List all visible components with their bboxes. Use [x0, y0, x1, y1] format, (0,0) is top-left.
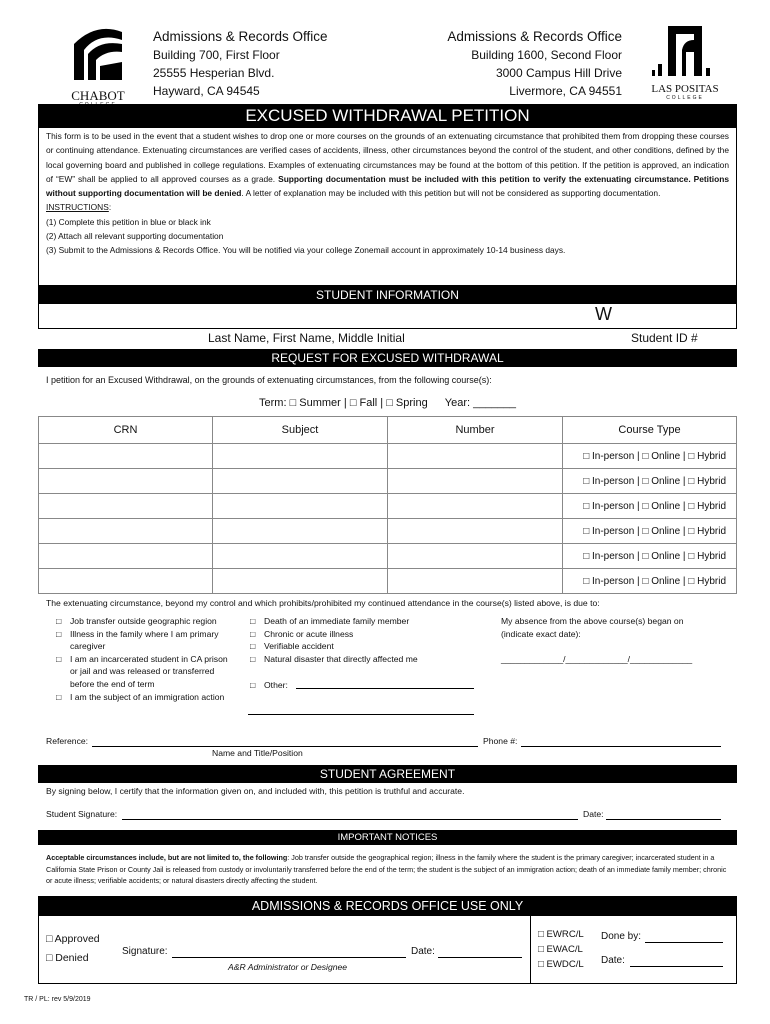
- course-table: [38, 416, 737, 594]
- approved-checkbox[interactable]: □ Approved: [46, 933, 100, 945]
- circumstance-option[interactable]: □ Job transfer outside geographic region: [56, 616, 217, 626]
- circumstance-option[interactable]: □ Chronic or acute illness: [250, 628, 354, 639]
- notices-bold-text: Acceptable circumstances include, but are not limited to, the following: [46, 853, 288, 862]
- done-date-field[interactable]: [630, 966, 723, 967]
- student-id-label: Student ID #: [631, 331, 698, 345]
- instruction-step: (2) Attach all relevant supporting documentation: [46, 231, 224, 242]
- las-positas-logo-text: LAS POSITAS: [651, 83, 719, 95]
- col-subject: Subject: [213, 417, 388, 444]
- course-type-options[interactable]: □ In-person | □ Online | □ Hybrid: [563, 519, 737, 544]
- term-option-fall[interactable]: □ Fall: [349, 397, 378, 409]
- office-name-left: Admissions & Records Office: [153, 29, 328, 44]
- revision-footer: TR / PL: rev 5/9/2019: [24, 996, 91, 1003]
- student-info-heading-text: STUDENT INFORMATION: [316, 288, 459, 302]
- circumstance-option[interactable]: □ Death of an immediate family member: [250, 616, 410, 626]
- number-cell[interactable]: [388, 444, 563, 469]
- name-label: Last Name, First Name, Middle Initial: [208, 331, 405, 345]
- table-row: [39, 519, 737, 544]
- circumstance-intro: The extenuating circumstance, beyond my control and which prohibits/prohibited my continued attendance in the course(s) listed above, is due to:: [46, 598, 600, 608]
- agreement-text: By signing below, I certify that the information given on, and included with, this petition is truthful and accurate.: [46, 786, 465, 796]
- term-option-summer[interactable]: □ Summer: [289, 397, 341, 409]
- done-date-label: Date:: [601, 955, 625, 966]
- year-field[interactable]: Year: _______: [444, 397, 516, 409]
- phone-label: Phone #:: [483, 736, 518, 746]
- circumstance-option[interactable]: □ I am an incarcerated student in CA prison or jail and was released or transferred before the end of term: [56, 653, 228, 689]
- office-signature-field[interactable]: [172, 957, 406, 958]
- option-label: Job transfer outside geographic region: [70, 616, 217, 626]
- address-line: 3000 Campus Hill Drive: [495, 66, 622, 80]
- course-type-options[interactable]: □ In-person | □ Online | □ Hybrid: [563, 544, 737, 569]
- las-positas-logo-icon: [646, 24, 724, 78]
- office-name-right: Admissions & Records Office: [447, 29, 622, 44]
- office-use-heading-text: ADMISSIONS & RECORDS OFFICE USE ONLY: [251, 899, 524, 913]
- intro-bold-text: Supporting documentation must be included with this petition to verify the extenuating circumstance. Petitions without supporting documentation will be denied: [46, 173, 729, 199]
- done-by-label: Done by:: [601, 931, 642, 942]
- student-info-divider: [38, 328, 737, 329]
- other-label: Other:: [264, 680, 288, 690]
- reference-field[interactable]: [92, 746, 478, 747]
- circumstance-option[interactable]: □ Illness in the family where I am primary caregiver: [56, 628, 219, 652]
- instruction-step: (3) Submit to the Admissions & Records Office. You will be notified via your college Zonemail account in approximately 10-14 business days.: [46, 245, 566, 256]
- phone-field[interactable]: [521, 746, 721, 747]
- circumstance-option[interactable]: □ Verifiable accident: [250, 641, 334, 652]
- instructions-heading: [46, 200, 729, 214]
- agreement-date-field[interactable]: [606, 819, 721, 820]
- subject-cell[interactable]: [213, 519, 388, 544]
- option-label: I am the subject of an immigration action: [70, 691, 225, 702]
- option-label: Natural disaster that directly affected me: [264, 653, 418, 664]
- term-label: Term:: [259, 397, 287, 409]
- other-field-line-2[interactable]: [248, 714, 474, 715]
- las-positas-logo: [646, 24, 724, 104]
- notices-heading: [38, 830, 737, 845]
- code-ewac[interactable]: □ EWAC/L: [538, 944, 583, 955]
- term-option-spring[interactable]: □ Spring: [386, 397, 428, 409]
- number-cell[interactable]: [388, 469, 563, 494]
- las-positas-logo-sub: COLLEGE: [666, 95, 704, 101]
- table-header-row: [39, 417, 737, 444]
- circumstance-col1: [56, 615, 232, 703]
- office-use-heading: [38, 896, 737, 916]
- number-cell[interactable]: [388, 519, 563, 544]
- done-by-field[interactable]: [645, 942, 723, 943]
- crn-cell[interactable]: [39, 494, 213, 519]
- table-row: [39, 569, 737, 594]
- absence-text: My absence from the above course(s) began on (indicate exact date):: [501, 616, 684, 639]
- subject-cell[interactable]: [213, 469, 388, 494]
- address-line: Hayward, CA 94545: [153, 84, 260, 98]
- instruction-step: (1) Complete this petition in blue or black ink: [46, 216, 211, 227]
- address-line: Building 1600, Second Floor: [471, 48, 622, 62]
- notices-heading-text: IMPORTANT NOTICES: [337, 832, 438, 843]
- office-date-field[interactable]: [438, 957, 522, 958]
- crn-cell[interactable]: [39, 519, 213, 544]
- table-row: [39, 444, 737, 469]
- circumstance-option[interactable]: □ Natural disaster that directly affected me: [250, 653, 418, 664]
- office-signature-label: Signature:: [122, 946, 168, 957]
- ew-codes: [538, 927, 584, 972]
- crn-cell[interactable]: [39, 469, 213, 494]
- notices-body-text: : Job transfer outside the geographical region; illness in the family where the student is the primary caregiver; incarcerated student in a California State Prison or County Jail is released from custody or involuntarily transferred before the end of the term; the student is the subject of an immigration action; death of an immediate family member; chronic or acute illness; verifiable accidents; or natural disasters directly affecting the student.: [46, 853, 727, 885]
- number-cell[interactable]: [388, 544, 563, 569]
- course-type-options[interactable]: □ In-person | □ Online | □ Hybrid: [563, 469, 737, 494]
- student-signature-field[interactable]: [122, 819, 578, 820]
- request-heading: [38, 349, 737, 367]
- term-row: Term: □ Summer | □ Fall | □ Spring Year: _______: [259, 397, 516, 409]
- col-course-type: Course Type: [563, 417, 737, 444]
- subject-cell[interactable]: [213, 544, 388, 569]
- instructions-colon: :: [108, 202, 112, 213]
- agreement-date-label: Date:: [583, 809, 604, 819]
- chabot-logo-icon: [66, 22, 130, 84]
- header-left-address: [153, 28, 393, 100]
- student-name-field[interactable]: [39, 304, 599, 328]
- chabot-logo: [66, 22, 130, 104]
- table-row: [39, 469, 737, 494]
- option-label: I am an incarcerated student in CA prison or jail and was released or transferred before the end of term: [70, 653, 228, 689]
- student-info-fields: [38, 304, 737, 328]
- notices-text: [46, 852, 734, 887]
- chabot-logo-text: CHABOT: [71, 88, 125, 103]
- table-row: [39, 494, 737, 519]
- agreement-heading-text: STUDENT AGREEMENT: [319, 767, 456, 781]
- denied-checkbox[interactable]: □ Denied: [46, 952, 89, 964]
- other-field-line[interactable]: [296, 688, 474, 689]
- address-line: Building 700, First Floor: [153, 48, 280, 62]
- subject-cell[interactable]: [213, 494, 388, 519]
- office-divider: [530, 916, 531, 984]
- option-label: Death of an immediate family member: [264, 616, 410, 626]
- name-title-label: Name and Title/Position: [212, 748, 303, 758]
- circumstance-option[interactable]: □ I am the subject of an immigration action: [56, 691, 225, 702]
- crn-cell[interactable]: [39, 544, 213, 569]
- number-cell[interactable]: [388, 494, 563, 519]
- option-label: Illness in the family where I am primary caregiver: [70, 628, 219, 652]
- col-crn: CRN: [39, 417, 213, 444]
- option-label: Chronic or acute illness: [264, 628, 354, 639]
- intro-paragraph: [46, 129, 729, 200]
- student-id-prefix: W: [595, 304, 612, 324]
- instructions-label: INSTRUCTIONS: [46, 202, 109, 213]
- request-heading-text: REQUEST FOR EXCUSED WITHDRAWAL: [271, 351, 504, 365]
- student-id-field[interactable]: [595, 304, 737, 328]
- agreement-heading: [38, 765, 737, 783]
- address-line: Livermore, CA 94551: [509, 84, 622, 98]
- crn-cell[interactable]: [39, 444, 213, 469]
- other-option[interactable]: □ Other:: [250, 680, 288, 690]
- student-info-heading: [38, 286, 737, 304]
- code-ewdc[interactable]: □ EWDC/L: [538, 959, 584, 970]
- form-title: [38, 104, 737, 128]
- subject-cell[interactable]: [213, 444, 388, 469]
- course-type-options[interactable]: □ In-person | □ Online | □ Hybrid: [563, 569, 737, 594]
- absence-date-field[interactable]: _____________/_____________/_____________: [501, 654, 693, 664]
- office-date-label: Date:: [411, 946, 435, 957]
- administrator-label: A&R Administrator or Designee: [228, 962, 348, 972]
- subject-cell[interactable]: [213, 569, 388, 594]
- col-number: Number: [388, 417, 563, 444]
- course-type-options[interactable]: □ In-person | □ Online | □ Hybrid: [563, 444, 737, 469]
- circumstance-col2: [250, 615, 480, 665]
- address-line: 25555 Hesperian Blvd.: [153, 66, 275, 80]
- intro-text: This form is to be used in the event that a student wishes to drop one or more courses on the grounds of an extenuating circumstance that prohibited them from dropping these courses or continuing attendance. Extenuating circumstances are verified cases of accidents, illness, other circumstances beyond the control of the student, and other conditions, defined by the local governing board and published in college regulations. Examples of extenuating circumstances may be found at the bottom of this petition. If the petition is approved, an indication of “EW” shall be applied to all approved courses as a grade.: [46, 131, 729, 184]
- intro-text-end: . A letter of explanation may be included with this petition but will not be considered as supporting documentation.: [241, 188, 661, 199]
- table-row: [39, 544, 737, 569]
- intro-section: [38, 128, 737, 286]
- student-signature-label: Student Signature:: [46, 809, 118, 819]
- petition-text: I petition for an Excused Withdrawal, on the grounds of extenuating circumstances, from the following course(s):: [46, 375, 492, 385]
- form-title-text: EXCUSED WITHDRAWAL PETITION: [245, 106, 530, 125]
- crn-cell[interactable]: [39, 569, 213, 594]
- reference-label: Reference:: [46, 736, 89, 746]
- header-right-address: [380, 28, 622, 100]
- option-label: Verifiable accident: [264, 641, 334, 652]
- number-cell[interactable]: [388, 569, 563, 594]
- course-type-options[interactable]: □ In-person | □ Online | □ Hybrid: [563, 494, 737, 519]
- code-ewrc[interactable]: □ EWRC/L: [538, 929, 584, 940]
